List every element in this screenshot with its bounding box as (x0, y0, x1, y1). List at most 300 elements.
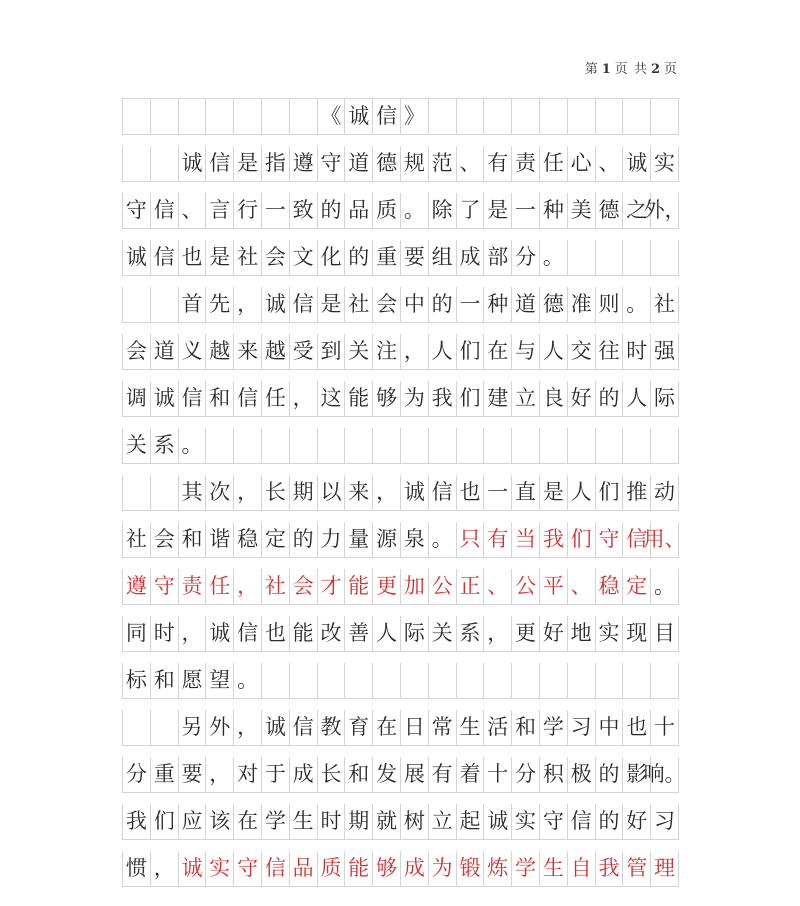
grid-cell: 、 (568, 569, 596, 604)
grid-cell: 中 (401, 287, 429, 322)
grid-cell: 守 (234, 851, 262, 886)
grid-cell: 心 (568, 146, 596, 181)
grid-cell: 品 (290, 851, 318, 886)
grid-cell: 稳 (234, 522, 262, 557)
grid-cell: ， (401, 334, 429, 369)
grid-cell (623, 240, 651, 275)
grid-line (122, 851, 679, 887)
grid-cell: 是 (206, 240, 234, 275)
grid-cell: 该 (206, 804, 234, 839)
grid-cell: 力 (318, 522, 346, 557)
grid-cell: 有 (429, 757, 457, 792)
grid-cell: 习 (651, 804, 679, 839)
grid-cell: 守 (151, 569, 179, 604)
grid-cell: 德 (373, 146, 401, 181)
grid-cell: 更 (373, 569, 401, 604)
grid-cell: 质 (318, 851, 346, 886)
grid-cell: 和 (206, 381, 234, 416)
grid-cell: 平 (540, 569, 568, 604)
grid-cell (262, 663, 290, 698)
grid-cell: 于 (262, 757, 290, 792)
grid-cell: 善 (345, 616, 373, 651)
grid-cell: 长 (262, 475, 290, 510)
grid-cell (262, 99, 290, 134)
row-gap (122, 323, 679, 334)
grid-cell: 来 (345, 475, 373, 510)
grid-cell: 责 (512, 146, 540, 181)
grid-cell: 日 (401, 710, 429, 745)
grid-cell: 能 (345, 381, 373, 416)
grid-cell: 德 (596, 193, 624, 228)
grid-cell (596, 663, 624, 698)
grid-cell: 期 (345, 804, 373, 839)
grid-cell: 任 (262, 381, 290, 416)
grid-cell (540, 99, 568, 134)
grid-cell: 和 (179, 522, 207, 557)
grid-cell: 守 (540, 804, 568, 839)
grid-cell: 立 (512, 381, 540, 416)
grid-cell (206, 99, 234, 134)
grid-cell: 注 (373, 334, 401, 369)
row-gap (122, 276, 679, 287)
grid-cell (651, 663, 679, 698)
grid-cell: 品 (345, 193, 373, 228)
grid-line (122, 569, 679, 605)
grid-cell: 学 (512, 851, 540, 886)
grid-cell (568, 428, 596, 463)
grid-cell: 重 (373, 240, 401, 275)
grid-cell: 响。 (651, 757, 679, 792)
grid-cell: 强 (651, 334, 679, 369)
grid-cell: 们 (568, 522, 596, 557)
grid-cell (151, 146, 179, 181)
text-row (122, 804, 679, 840)
grid-cell: 指 (262, 146, 290, 181)
text-row (122, 616, 679, 652)
grid-cell: 长 (318, 757, 346, 792)
grid-cell: 应 (179, 804, 207, 839)
current-page: 1 (601, 62, 612, 77)
row-gap (122, 511, 679, 522)
grid-cell (151, 475, 179, 510)
grid-cell: 道 (512, 287, 540, 322)
grid-cell: 惯 (123, 851, 151, 886)
grid-cell: 信 (429, 475, 457, 510)
grid-cell: 社 (345, 287, 373, 322)
grid-cell: 树 (401, 804, 429, 839)
text-row (122, 146, 679, 182)
grid-line (122, 522, 686, 558)
grid-cell: 。 (623, 287, 651, 322)
total-pages: 2 (650, 62, 661, 77)
grid-cell: 建 (484, 381, 512, 416)
grid-cell: 理 (651, 851, 679, 886)
grid-cell (179, 99, 207, 134)
grid-cell: 泉 (401, 522, 429, 557)
grid-cell: 发 (373, 757, 401, 792)
grid-cell: 就 (373, 804, 401, 839)
grid-cell (401, 663, 429, 698)
grid-cell: 种 (484, 287, 512, 322)
grid-cell: 会 (373, 287, 401, 322)
grid-cell: 次 (206, 475, 234, 510)
grid-cell (318, 428, 346, 463)
grid-cell: 当 (512, 522, 540, 557)
grid-cell: ， (234, 475, 262, 510)
grid-cell (623, 663, 651, 698)
grid-cell: 改 (318, 616, 346, 651)
grid-cell (568, 663, 596, 698)
grid-cell: 系 (151, 428, 179, 463)
grid-cell: 我 (429, 381, 457, 416)
grid-cell: 信 (151, 193, 179, 228)
grid-cell: 源 (373, 522, 401, 557)
grid-cell (651, 99, 679, 134)
grid-cell: ， (484, 616, 512, 651)
grid-cell: 望 (206, 663, 234, 698)
essay-title-row (122, 99, 679, 135)
grid-line (122, 334, 679, 370)
grid-cell: 人 (373, 616, 401, 651)
grid-cell: 稳 (596, 569, 624, 604)
grid-cell (401, 428, 429, 463)
grid-cell (457, 663, 485, 698)
grid-cell: 在 (484, 334, 512, 369)
grid-cell: ， (151, 851, 179, 886)
page-prefix: 第 (584, 62, 599, 77)
grid-cell: 是 (234, 146, 262, 181)
grid-cell: 能 (290, 616, 318, 651)
grid-cell: 信 (373, 99, 401, 134)
grid-cell: 实 (596, 616, 624, 651)
grid-cell: 的 (596, 804, 624, 839)
grid-cell: 能 (345, 851, 373, 886)
grid-cell (151, 287, 179, 322)
grid-cell: 诚 (262, 287, 290, 322)
grid-cell (373, 428, 401, 463)
grid-cell: 我 (540, 522, 568, 557)
grid-cell: 信 (262, 851, 290, 886)
grid-cell: 生 (290, 804, 318, 839)
grid-cell: 现 (623, 616, 651, 651)
grid-cell: 只 (457, 522, 485, 557)
grid-cell: 正 (457, 569, 485, 604)
grid-cell: 学 (262, 804, 290, 839)
grid-cell: 一 (262, 193, 290, 228)
grid-cell: ， (234, 710, 262, 745)
grid-cell: 时 (151, 616, 179, 651)
grid-cell: 也 (457, 475, 485, 510)
grid-cell (429, 428, 457, 463)
grid-cell: 分 (512, 240, 540, 275)
grid-cell: 首 (179, 287, 207, 322)
grid-cell (623, 428, 651, 463)
grid-cell: 道 (151, 334, 179, 369)
grid-cell: 积 (540, 757, 568, 792)
grid-cell: 往 (596, 334, 624, 369)
grid-cell: 十 (651, 710, 679, 745)
grid-cell (568, 240, 596, 275)
grid-cell: 先 (206, 287, 234, 322)
grid-cell (429, 99, 457, 134)
row-gap (122, 699, 679, 710)
grid-cell: 锻 (457, 851, 485, 886)
grid-cell: 任 (206, 569, 234, 604)
grid-cell: 为 (429, 851, 457, 886)
grid-cell: ， (206, 757, 234, 792)
grid-cell: 生 (540, 851, 568, 886)
grid-cell: 们 (596, 475, 624, 510)
grid-cell: 公 (512, 569, 540, 604)
row-gap (122, 417, 679, 428)
grid-cell: 关 (123, 428, 151, 463)
row-gap (122, 840, 679, 851)
grid-cell: 遵 (290, 146, 318, 181)
grid-line (122, 381, 679, 417)
text-row (122, 240, 679, 276)
grid-cell: 之 (623, 193, 651, 228)
grid-cell: 加 (401, 569, 429, 604)
grid-cell: 诚 (484, 804, 512, 839)
grid-cell: 除 (429, 193, 457, 228)
grid-cell: 目 (651, 616, 679, 651)
row-gap (122, 746, 679, 757)
grid-cell (568, 99, 596, 134)
grid-cell: 外 (206, 710, 234, 745)
grid-cell: 重 (151, 757, 179, 792)
grid-cell: 也 (623, 710, 651, 745)
grid-cell: 用、 (651, 522, 679, 557)
grid-cell (290, 99, 318, 134)
grid-cell: 道 (345, 146, 373, 181)
grid-cell: 化 (318, 240, 346, 275)
grid-cell: 人 (623, 381, 651, 416)
grid-line (122, 710, 679, 746)
grid-cell: ， (234, 287, 262, 322)
grid-cell: 和 (151, 663, 179, 698)
grid-cell: 愿 (179, 663, 207, 698)
grid-cell: 的 (345, 240, 373, 275)
grid-cell: 。 (401, 193, 429, 228)
grid-cell: 立 (429, 804, 457, 839)
grid-cell (596, 240, 624, 275)
grid-cell: 是 (484, 193, 512, 228)
grid-cell (484, 428, 512, 463)
grid-cell (234, 99, 262, 134)
text-row (122, 287, 679, 323)
grid-cell: 关 (345, 334, 373, 369)
grid-cell: 一 (457, 287, 485, 322)
grid-cell: 常 (429, 710, 457, 745)
grid-cell: 推 (623, 475, 651, 510)
grid-cell (512, 428, 540, 463)
page-middle: 页 共 (614, 62, 648, 77)
grid-cell: 够 (373, 851, 401, 886)
grid-cell: 社 (262, 569, 290, 604)
grid-cell (540, 428, 568, 463)
grid-cell: 诚 (401, 475, 429, 510)
grid-cell: 种 (540, 193, 568, 228)
grid-cell: 在 (234, 804, 262, 839)
grid-cell: 部 (484, 240, 512, 275)
grid-cell: 是 (540, 475, 568, 510)
grid-cell: 、 (484, 569, 512, 604)
grid-cell (457, 428, 485, 463)
grid-cell: 遵 (123, 569, 151, 604)
grid-line (122, 663, 679, 699)
grid-cell: 》 (401, 99, 429, 134)
grid-cell: 能 (345, 569, 373, 604)
grid-cell: 有 (484, 146, 512, 181)
grid-cell (651, 240, 679, 275)
grid-line (122, 240, 679, 276)
grid-cell: 守 (318, 146, 346, 181)
grid-cell: 为 (401, 381, 429, 416)
grid-cell: 育 (345, 710, 373, 745)
grid-cell: 教 (318, 710, 346, 745)
grid-cell: 越 (262, 334, 290, 369)
grid-cell: 诚 (623, 146, 651, 181)
grid-cell (123, 475, 151, 510)
grid-cell: 时 (623, 334, 651, 369)
grid-cell: 定 (623, 569, 651, 604)
grid-cell: 规 (401, 146, 429, 181)
grid-cell: 要 (179, 757, 207, 792)
grid-cell: 谐 (206, 522, 234, 557)
grid-cell: 诚 (123, 240, 151, 275)
grid-cell: 调 (123, 381, 151, 416)
grid-cell (123, 287, 151, 322)
grid-cell: 诚 (345, 99, 373, 134)
grid-cell: 和 (512, 710, 540, 745)
grid-cell: 则 (596, 287, 624, 322)
grid-cell: 信 (623, 522, 651, 557)
grid-cell: 守 (123, 193, 151, 228)
grid-cell: 质 (373, 193, 401, 228)
grid-cell: 范 (429, 146, 457, 181)
grid-cell (373, 663, 401, 698)
grid-cell: 义 (179, 334, 207, 369)
text-row (122, 757, 686, 793)
grid-cell: 。 (179, 428, 207, 463)
grid-cell (345, 663, 373, 698)
grid-cell: 好 (623, 804, 651, 839)
grid-cell: 致 (290, 193, 318, 228)
grid-cell: 的 (596, 381, 624, 416)
grid-cell: 人 (429, 334, 457, 369)
grid-cell: 受 (290, 334, 318, 369)
grid-cell: 以 (318, 475, 346, 510)
grid-cell: 其 (179, 475, 207, 510)
grid-cell (123, 99, 151, 134)
grid-cell: 关 (429, 616, 457, 651)
grid-cell: 会 (151, 522, 179, 557)
grid-cell: 地 (568, 616, 596, 651)
grid-cell: 文 (290, 240, 318, 275)
grid-cell (596, 99, 624, 134)
grid-cell: 要 (401, 240, 429, 275)
grid-cell: 我 (123, 804, 151, 839)
grid-cell: 良 (540, 381, 568, 416)
grid-cell: ， (234, 569, 262, 604)
grid-cell: 影 (623, 757, 651, 792)
grid-cell: 任 (540, 146, 568, 181)
grid-cell (457, 99, 485, 134)
grid-cell: 分 (123, 757, 151, 792)
grid-cell: 诚 (179, 851, 207, 886)
grid-cell: 。 (429, 522, 457, 557)
grid-cell (151, 710, 179, 745)
grid-cell: 社 (234, 240, 262, 275)
grid-cell: 分 (512, 757, 540, 792)
grid-cell (540, 663, 568, 698)
grid-cell (318, 663, 346, 698)
grid-cell: 我 (596, 851, 624, 886)
grid-cell: 信 (151, 240, 179, 275)
grid-paper (122, 98, 686, 898)
grid-cell: 成 (401, 851, 429, 886)
grid-cell: 炼 (484, 851, 512, 886)
grid-line (122, 99, 679, 135)
grid-cell: 。 (651, 569, 679, 604)
grid-cell: 够 (373, 381, 401, 416)
grid-cell: 标 (123, 663, 151, 698)
grid-cell: 更 (512, 616, 540, 651)
grid-line (122, 428, 679, 464)
grid-cell: 实 (512, 804, 540, 839)
grid-cell (484, 663, 512, 698)
grid-line (122, 146, 679, 182)
grid-cell: 信 (179, 381, 207, 416)
grid-cell: 信 (290, 287, 318, 322)
grid-cell: 交 (568, 334, 596, 369)
grid-cell: 公 (429, 569, 457, 604)
grid-cell: 社 (651, 287, 679, 322)
grid-cell: 生 (457, 710, 485, 745)
grid-cell: 对 (234, 757, 262, 792)
grid-cell: 、 (596, 146, 624, 181)
grid-cell: 极 (568, 757, 596, 792)
row-gap (122, 887, 679, 898)
grid-cell: 实 (651, 146, 679, 181)
text-row (122, 569, 679, 605)
grid-cell (429, 663, 457, 698)
grid-cell (512, 663, 540, 698)
grid-cell: 十 (484, 757, 512, 792)
row-gap (122, 464, 679, 475)
grid-cell: 美 (568, 193, 596, 228)
grid-cell: 成 (457, 240, 485, 275)
grid-cell: 定 (262, 522, 290, 557)
grid-cell: 际 (401, 616, 429, 651)
page-suffix: 页 (663, 62, 678, 77)
grid-cell: 信 (234, 616, 262, 651)
grid-cell: 们 (457, 381, 485, 416)
grid-cell (623, 99, 651, 134)
grid-cell: 量 (345, 522, 373, 557)
text-row (122, 522, 686, 558)
grid-cell (234, 428, 262, 463)
grid-cell: 习 (568, 710, 596, 745)
grid-cell: 诚 (179, 146, 207, 181)
grid-cell: 信 (290, 710, 318, 745)
row-gap (122, 182, 679, 193)
text-row (122, 193, 686, 229)
grid-cell: 动 (651, 475, 679, 510)
row-gap (122, 605, 679, 616)
grid-cell: 言 (206, 193, 234, 228)
grid-cell: 的 (429, 287, 457, 322)
